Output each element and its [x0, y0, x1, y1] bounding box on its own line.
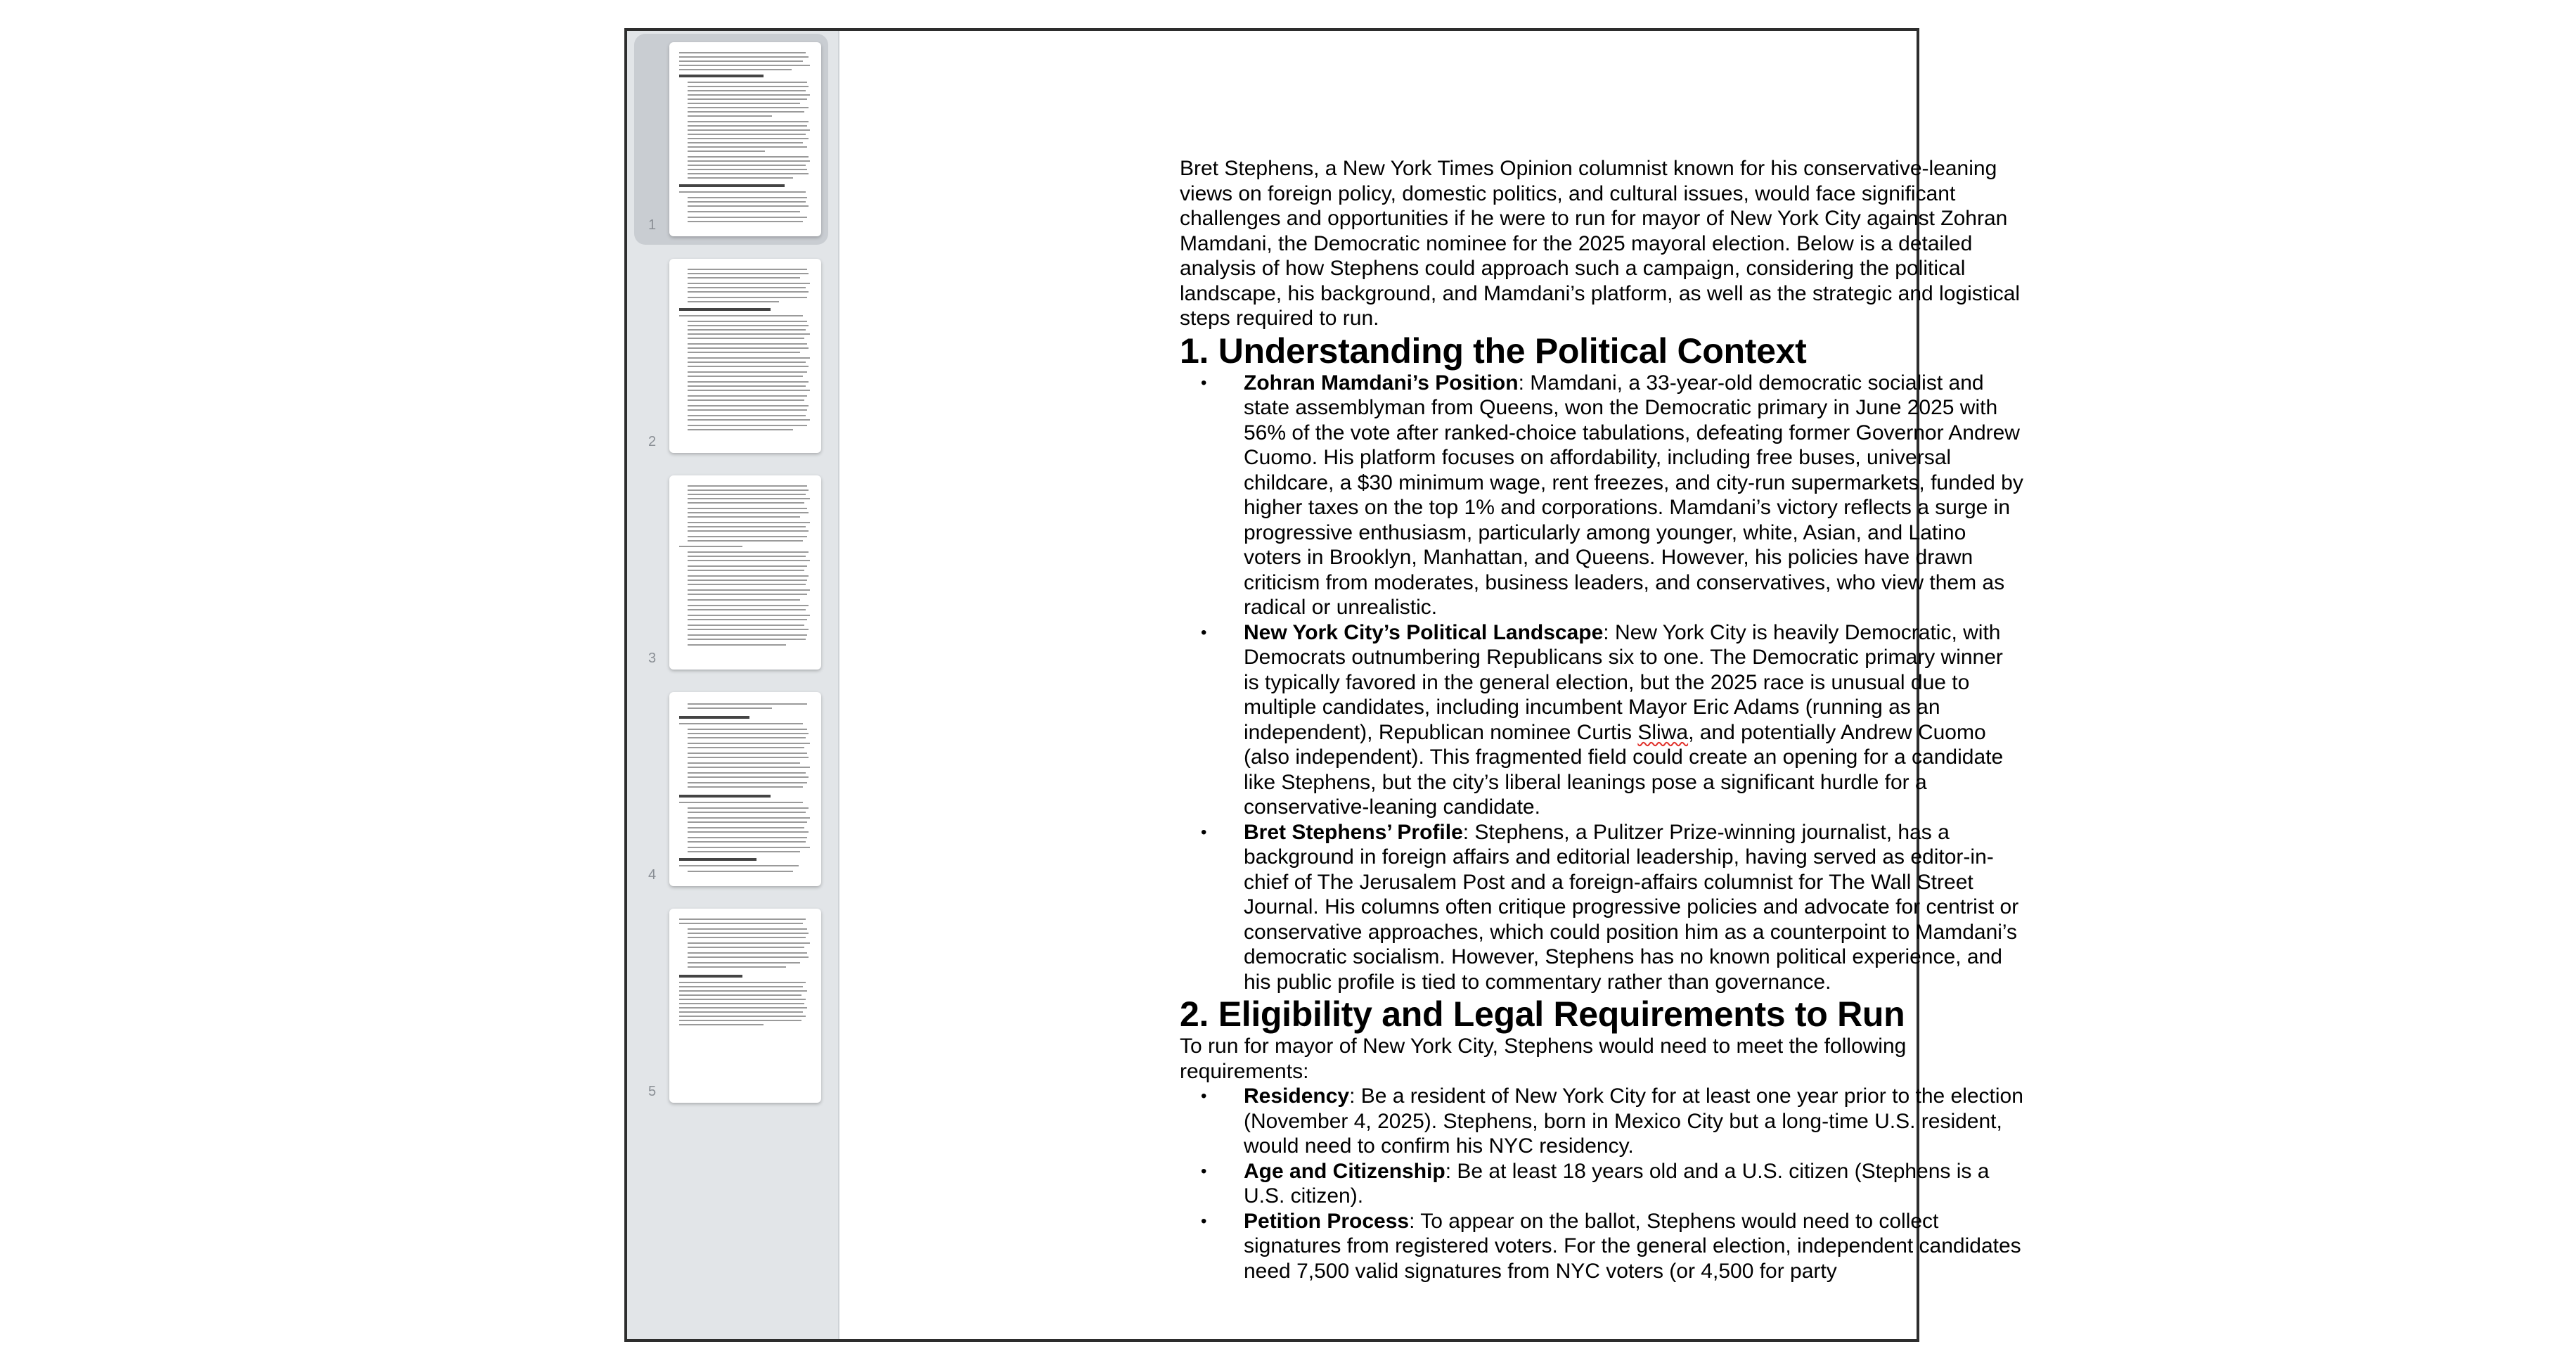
- list-item-title: Petition Process: [1244, 1209, 1410, 1233]
- document-window: [624, 28, 2023, 1342]
- section-1-list: [1180, 371, 2023, 995]
- section-2-heading: 2. Eligibility and Legal Requirements to Run: [1180, 994, 1905, 1034]
- list-item-text: : Be a resident of New York City for at least one year prior to the election (November 4, 2025). Stephens, born in Mexico City but a long-time U.S. resident, would need to confirm his NYC residency.: [1244, 1084, 2023, 1158]
- page-thumbnail-image[interactable]: [669, 475, 821, 670]
- list-item-text: : Stephens, a Pulitzer Prize-winning journalist, has a background in foreign affairs and editorial leadership, having served as editor-in-chief of The Jerusalem Post and a foreign-affairs columnist for The Wall Street Journal. His columns often critique progressive policies and advocate for centrist or conservative approaches, which could position him as a counterpoint to Mamdani’s democratic socialism. However, Stephens has no known political experience, and his public profile is tied to commentary rather than governance.: [1244, 820, 2019, 994]
- page-thumbnail-5[interactable]: [634, 900, 828, 1111]
- list-item-title: Residency: [1244, 1084, 1350, 1108]
- page-thumbnail-image[interactable]: [669, 692, 821, 886]
- list-item: [1180, 1084, 2023, 1159]
- list-item: [1180, 371, 2023, 620]
- page-number-label: 2: [648, 434, 657, 449]
- document-page[interactable]: [839, 31, 2023, 1339]
- page-thumbnail-4[interactable]: [634, 684, 828, 895]
- list-item-title: Age and Citizenship: [1244, 1159, 1445, 1183]
- page-thumbnail-image[interactable]: [669, 909, 821, 1103]
- page-thumbnail-sidebar[interactable]: [627, 31, 839, 1339]
- page-number-label: 4: [648, 867, 657, 883]
- list-item-text: : Mamdani, a 33-year-old democratic socialist and state assemblyman from Queens, won the Democratic primary in June 2025 with 56% of the vote after ranked-choice tabulations, defeating former Governor Andrew Cuomo. His platform focuses on affordability, including free buses, universal childcare, a $30 minimum wage, rent freezes, and city-run supermarkets, funded by higher taxes on the top 1% and corporations. Mamdani’s victory reflects a surge in progressive enthusiasm, particularly among younger, white, Asian, and Latino voters in Brooklyn, Manhattan, and Queens. However, his policies have drawn criticism from moderates, business leaders, and conservatives, who view them as radical or unrealistic.: [1244, 371, 2023, 619]
- page-number-label: 3: [648, 651, 657, 666]
- list-item-title: Zohran Mamdani’s Position: [1244, 371, 1519, 395]
- section-1-heading: 1. Understanding the Political Context: [1180, 331, 1807, 371]
- page-thumbnail-2[interactable]: [634, 250, 828, 461]
- list-item: [1180, 820, 2023, 995]
- list-item-title: Bret Stephens’ Profile: [1244, 820, 1463, 844]
- page-number-label: 5: [648, 1084, 657, 1099]
- page-thumbnail-image[interactable]: [669, 259, 821, 453]
- document-body[interactable]: [1180, 156, 2023, 1283]
- list-item-title: New York City’s Political Landscape: [1244, 620, 1604, 644]
- list-item-text: : Be at least 18 years old and a U.S. citizen (Stephens is a U.S. citizen).: [1244, 1159, 1990, 1208]
- list-item: [1180, 1209, 2023, 1284]
- list-item: [1180, 1159, 2023, 1209]
- intro-paragraph: Bret Stephens, a New York Times Opinion columnist known for his conservative-leaning views on foreign policy, domestic politics, and cultural issues, would face significant challenges and opportunities if he were to run for mayor of New York City against Zohran Mamdani, the Democratic nominee for the 2025 mayoral election. Below is a detailed analysis of how Stephens could approach such a campaign, considering the political landscape, his background, and Mamdani’s platform, as well as the strategic and logistical steps required to run.: [1180, 157, 2021, 330]
- page-thumbnail-1[interactable]: [634, 34, 828, 245]
- page-number-label: 1: [648, 217, 657, 233]
- section-2-list: [1180, 1084, 2023, 1283]
- page-thumbnail-image[interactable]: [669, 42, 821, 236]
- page-thumbnail-3[interactable]: [634, 467, 828, 678]
- list-item-text: , and potentially Andrew Cuomo (also independent). This fragmented field could create an opening for a candidate like Stephens, but the city’s liberal leanings pose a significant hurdle for a conservative-leaning candidate.: [1244, 720, 2004, 819]
- list-item-text: : New York City is heavily Democratic, with Democrats outnumbering Republicans six to one. The Democratic primary winner is typically favored in the general election, but the 2025 race is unusual due to multiple candidates, including incumbent Mayor Eric Adams (running as an independent), Republican nominee Curtis: [1244, 620, 2003, 744]
- list-item: [1180, 620, 2023, 820]
- section-2-intro: To run for mayor of New York City, Stephens would need to meet the following requirements:: [1180, 1035, 1907, 1083]
- spelling-flagged-word[interactable]: Sliwa: [1637, 720, 1689, 744]
- list-item-text: : To appear on the ballot, Stephens would need to collect signatures from registered voters. For the general election, independent candidates need 7,500 valid signatures from NYC voters (or 4,500 for party: [1244, 1209, 2021, 1283]
